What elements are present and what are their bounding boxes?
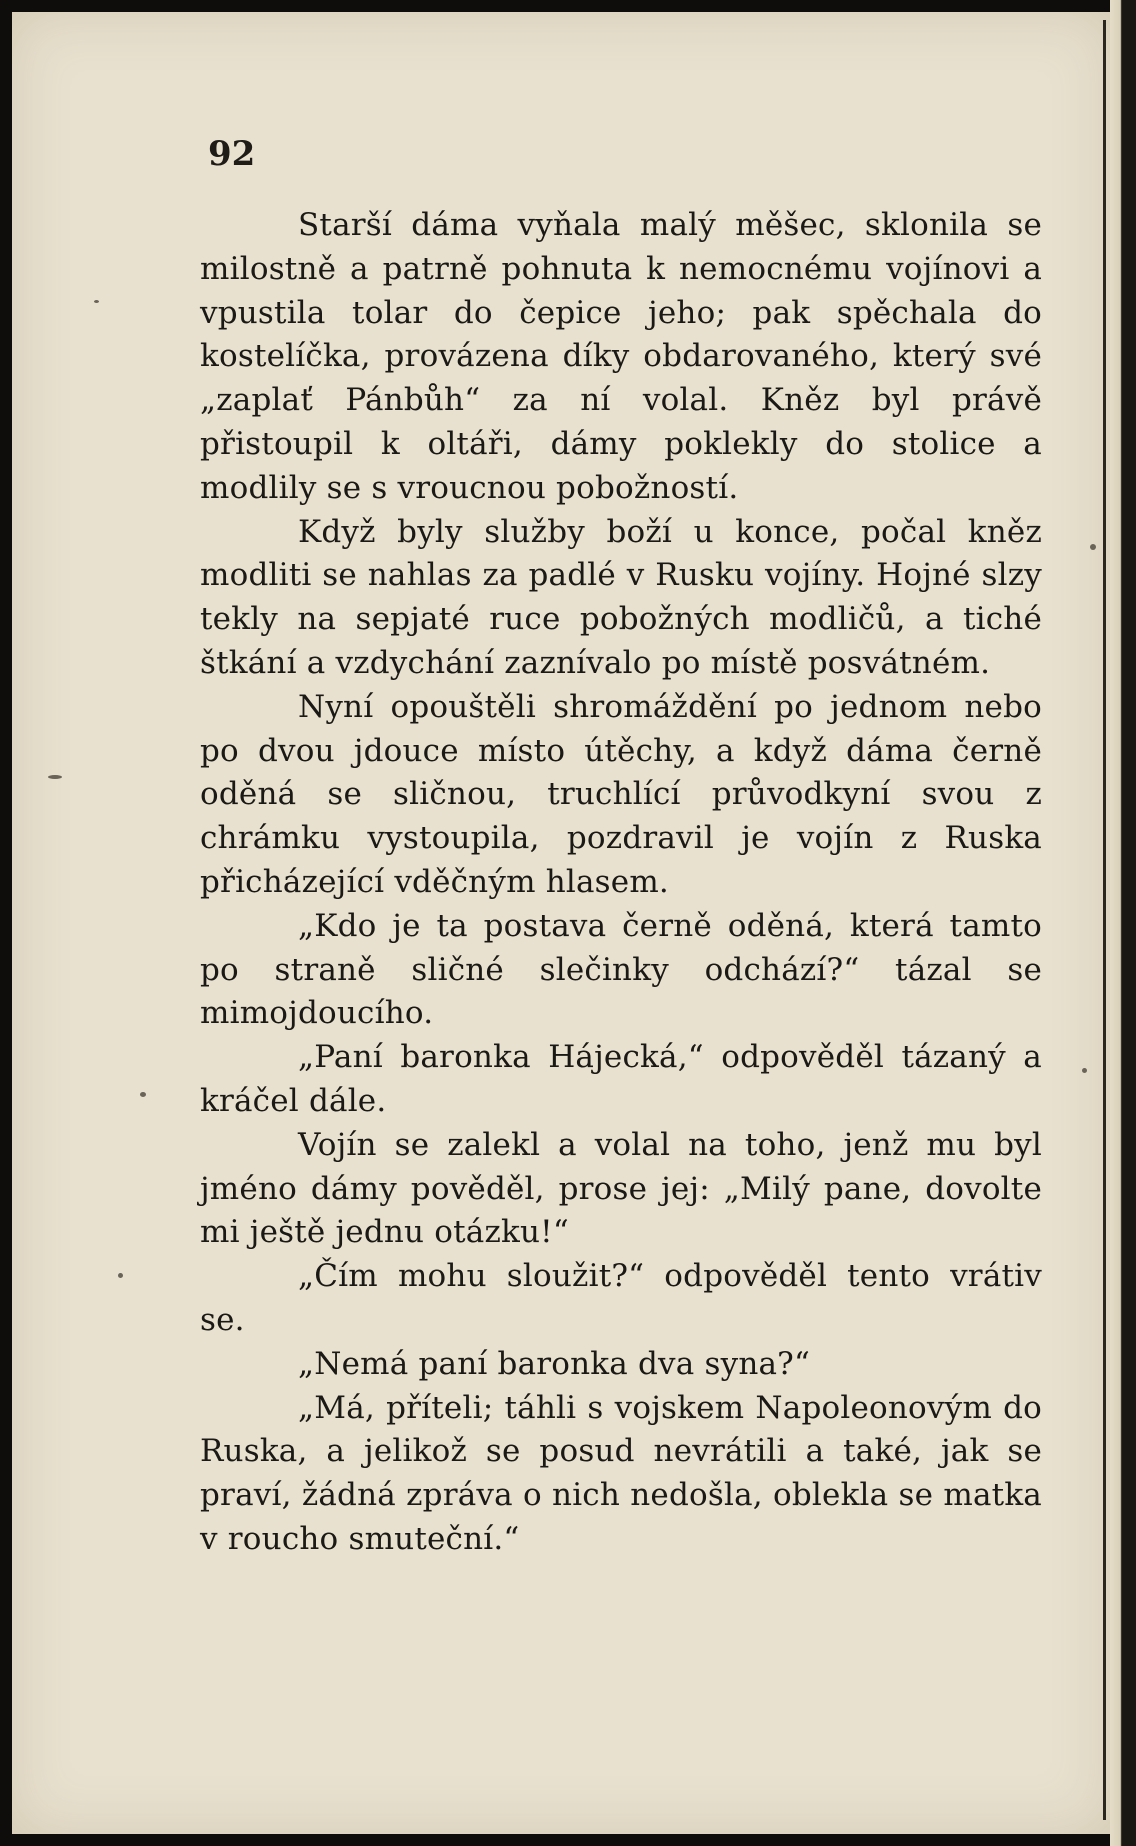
paragraph: Když byly služby boží u konce, počal kněz modliti se nahlas za padlé v Rusku vojíny. Hojné slzy tekly na sepjaté ruce pobožných modličů, a tiché štkání a vzdychání zaznívalo po místě posvátném. [200, 513, 1042, 681]
paragraph: „Paní baronka Hájecká,“ odpověděl tázaný a kráčel dále. [200, 1039, 1042, 1119]
page-edge-line [1103, 20, 1106, 1820]
paragraph: Starší dáma vyňala malý měšec, sklonila se milostně a patrně pohnuta k nemocnému vojínovi a vpustila tolar do čepice jeho; pak spěchala do kostelíčka, provázena díky obdarovaného, který své „zaplať Pánbůh“ za ní volal. Kněz byl právě přistoupil k oltáři, dámy poklekly do stolice a modlily se s vroucnou pobožností. [200, 207, 1042, 506]
paragraph: „Nemá paní baronka dva syna?“ [298, 1345, 811, 1382]
print-speck [48, 775, 62, 779]
body-text [200, 204, 1042, 1562]
print-speck [140, 1092, 146, 1097]
paragraph: Vojín se zalekl a volal na toho, jenž mu byl jméno dámy pověděl, prose jej: „Milý pane, dovolte mi ještě jednu otázku!“ [200, 1126, 1042, 1251]
print-speck [1090, 544, 1096, 550]
print-speck [118, 1273, 123, 1278]
print-speck [94, 300, 99, 303]
binding-edge [1110, 0, 1136, 1846]
print-speck [1082, 1068, 1087, 1073]
paragraph: „Má, příteli; táhli s vojskem Napoleonovým do Ruska, a jelikož se posud nevrátili a také, jak se praví, žádná zpráva o nich nedošla, oblekla se matka v roucho smuteční.“ [200, 1389, 1042, 1557]
paragraph: „Čím mohu sloužit?“ odpověděl tento vrátiv se. [200, 1258, 1042, 1338]
paragraph: „Kdo je ta postava černě oděná, která tamto po straně sličné slečinky odchází?“ tázal se mimojdoucího. [200, 907, 1042, 1032]
page-number: 92 [208, 134, 256, 174]
paragraph: Nyní opouštěli shromáždění po jednom nebo po dvou jdouce místo útěchy, a když dáma černě oděná se sličnou, truchlící průvodkyní svou z chrámku vystoupila, pozdravil je vojín z Ruska přicházející vděčným hlasem. [200, 688, 1042, 900]
